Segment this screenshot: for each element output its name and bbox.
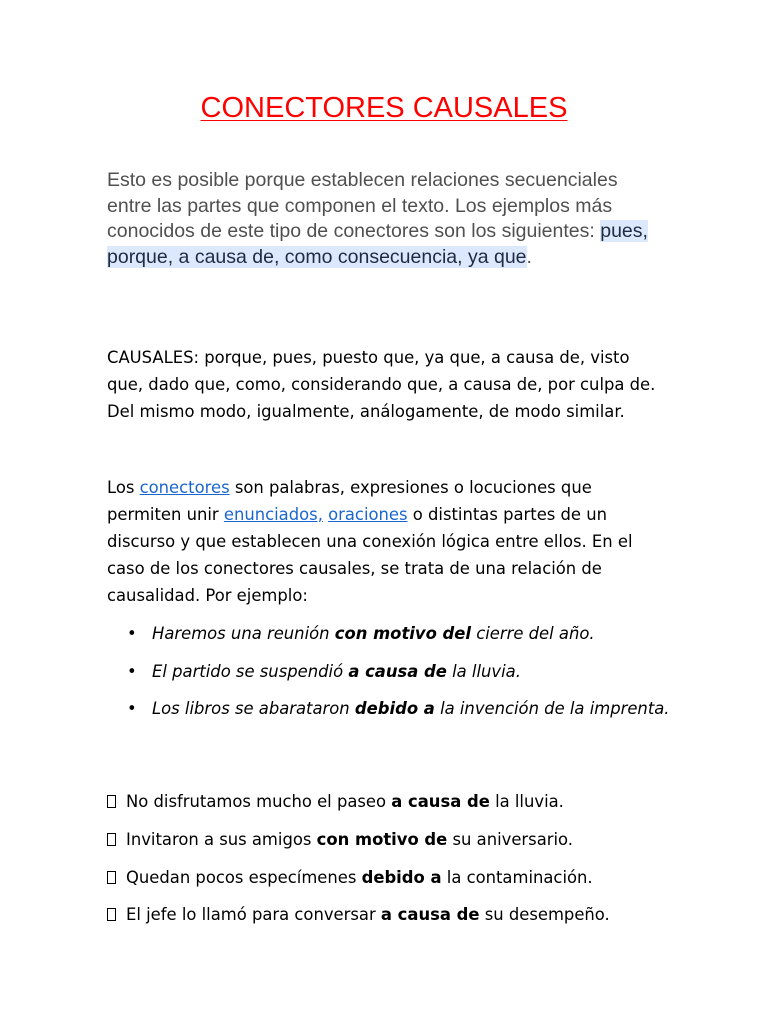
definition-paragraph xyxy=(107,474,667,609)
list-item xyxy=(107,620,707,658)
sentence-text-after: la lluvia. xyxy=(489,792,564,811)
intro-paragraph xyxy=(107,168,667,270)
intro-text: Esto es posible porque establecen relaciones secuenciales entre las partes que componen el texto. Los ejemplos más conocidos de este tipo de conectores son los siguientes: xyxy=(107,169,618,242)
conectores-link[interactable]: conectores xyxy=(139,478,230,497)
list-item xyxy=(107,901,707,939)
definition-text-4: o distintas partes de un discurso y que establecen una conexión lógica entre ellos. En el caso de los conectores causales, se trata de una relación de causalidad. Por ejemplo: xyxy=(107,505,633,605)
sentence-text-after: la contaminación. xyxy=(441,867,593,887)
example-connector: debido a xyxy=(354,699,435,718)
list-item xyxy=(107,788,707,826)
example-text-before: Haremos una reunión xyxy=(152,624,335,643)
intro-end: . xyxy=(526,245,532,268)
example-text-before: Los libros se abarataron xyxy=(152,699,355,718)
missing-glyph-icon xyxy=(107,871,116,884)
examples-list xyxy=(107,620,707,733)
example-text-after: cierre del año. xyxy=(471,624,595,643)
definition-text-2: son palabras, expresiones o locuciones que permiten unir xyxy=(107,478,592,524)
sentence-connector: debido a xyxy=(361,867,442,887)
sentences-list xyxy=(107,788,707,939)
sentence-connector: con motivo de xyxy=(316,829,448,849)
sentence-text-before: Quedan pocos especímenes xyxy=(126,867,362,887)
example-connector: con motivo del xyxy=(334,624,472,643)
bullet-icon: • xyxy=(127,624,137,643)
sentence-connector: a causa de xyxy=(391,792,490,811)
causales-paragraph: CAUSALES: porque, pues, puesto que, ya que, a causa de, visto que, dado que, como, considerando que, a causa de, por culpa de. Del mismo modo, igualmente, análogamente, de modo similar. xyxy=(107,348,656,421)
intro-highlight: pues, porque, a causa de, como consecuencia, ya que xyxy=(107,220,648,268)
sentence-text-before: No disfrutamos mucho el paseo xyxy=(126,792,392,811)
page-title: CONECTORES CAUSALES xyxy=(200,92,568,124)
bullet-icon: • xyxy=(127,699,137,718)
missing-glyph-icon xyxy=(107,795,116,808)
definition-text-1: Los xyxy=(107,478,140,497)
example-text-after: la lluvia. xyxy=(446,661,521,681)
sentence-text-after: su aniversario. xyxy=(447,829,573,849)
bullet-icon: • xyxy=(127,661,137,681)
example-text-after: la invención de la imprenta. xyxy=(434,699,670,718)
enunciados-link[interactable]: enunciados, xyxy=(223,505,323,524)
list-item xyxy=(107,658,707,696)
missing-glyph-icon xyxy=(107,833,116,846)
example-text-before: El partido se suspendió xyxy=(152,661,349,681)
sentence-text-before: El jefe lo llamó para conversar xyxy=(126,905,381,925)
oraciones-link[interactable]: oraciones xyxy=(328,505,408,524)
example-connector: a causa de xyxy=(348,661,447,681)
sentence-connector: a causa de xyxy=(380,905,480,925)
list-item xyxy=(107,695,707,733)
sentence-text-after: su desempeño. xyxy=(479,905,610,925)
list-item xyxy=(107,826,707,864)
list-item xyxy=(107,864,707,902)
sentence-text-before: Invitaron a sus amigos xyxy=(126,829,317,849)
missing-glyph-icon xyxy=(107,908,116,921)
